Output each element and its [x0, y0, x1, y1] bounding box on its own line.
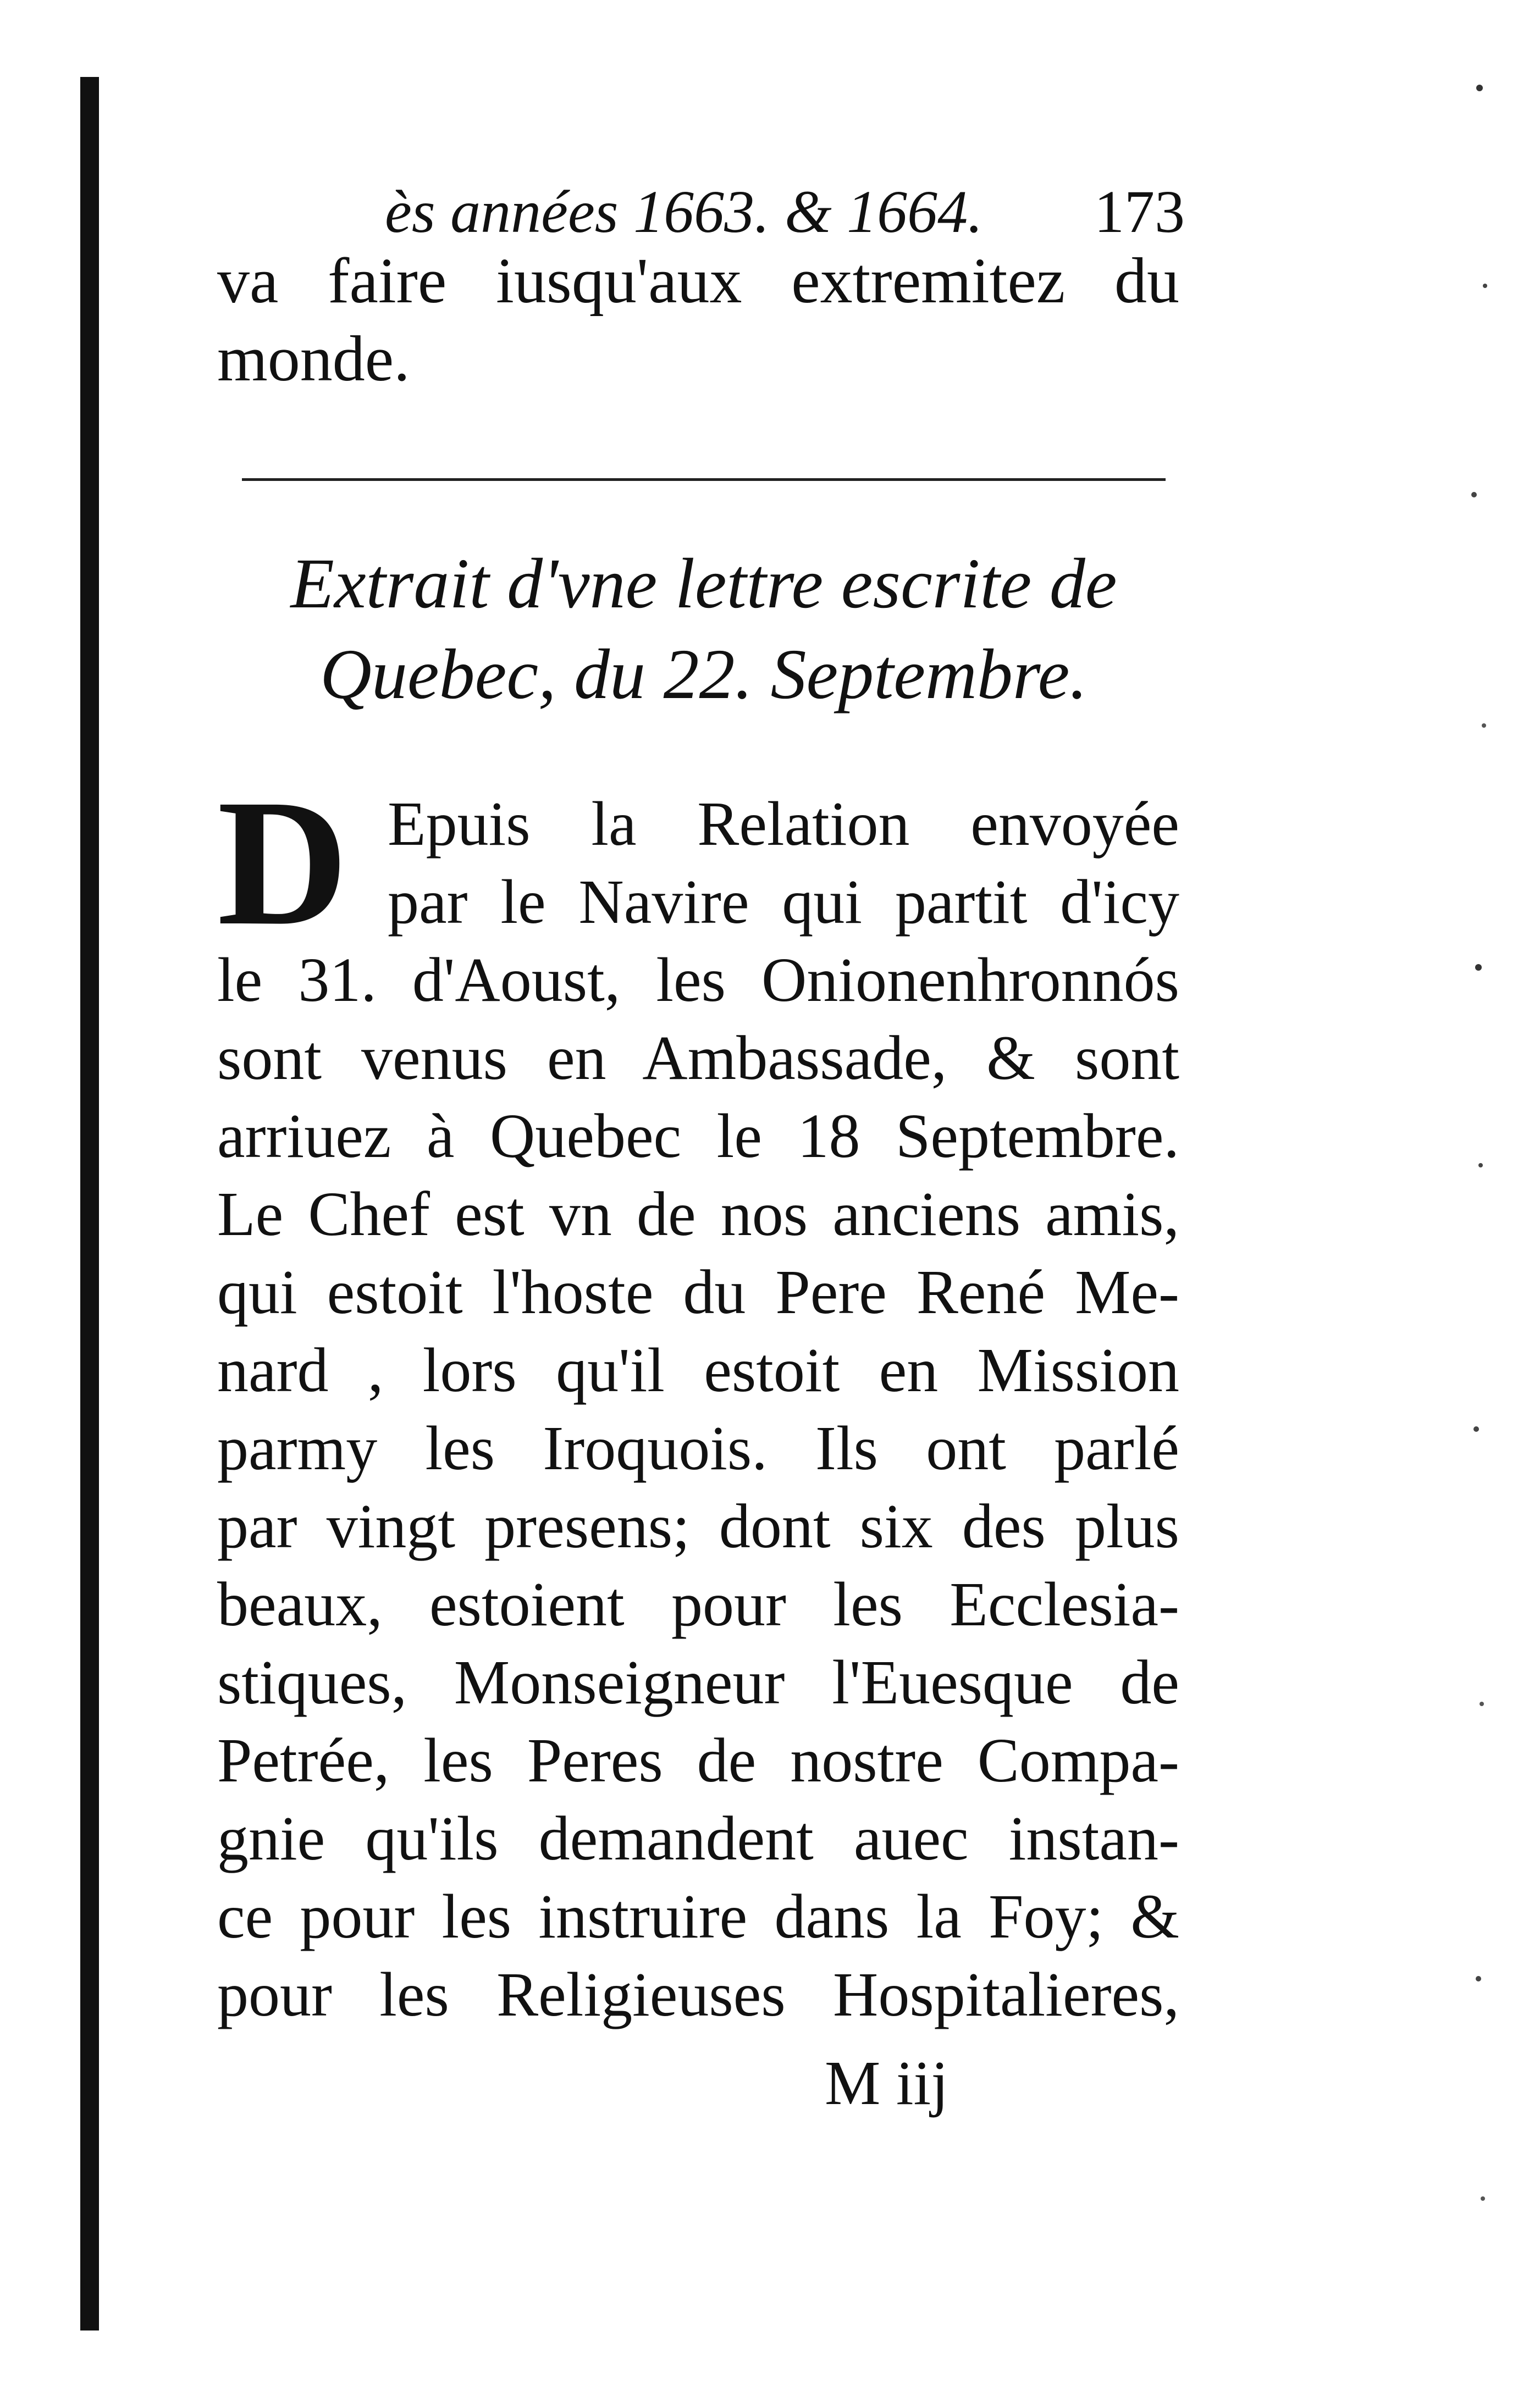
heading-line: Extrait d'vne lettre escrite de: [290, 544, 1117, 623]
text-line: Epuis la Relation envoyée: [388, 789, 1179, 859]
signature-mark: M iij: [825, 2048, 948, 2118]
text-line: ce pour les instruire dans la Foy; &: [217, 1881, 1179, 1951]
section-heading: [231, 539, 1177, 720]
text-line: le 31. d'Aoust, les Onionenhronnós: [217, 945, 1179, 1015]
text-line: sont venus en Ambassade, & sont: [217, 1023, 1179, 1093]
text-line: beaux, estoient pour les Ecclesia-: [217, 1569, 1179, 1639]
text-line: par vingt presens; dont six des plus: [217, 1491, 1179, 1561]
binding-edge-shadow: [80, 77, 99, 2330]
text-line: monde.: [217, 323, 410, 395]
margin-specks-decoration: [1419, 0, 1540, 2408]
text-line: gnie qu'ils demandent auec instan-: [217, 1803, 1179, 1873]
running-head: [385, 170, 1210, 253]
text-line: nard , lors qu'il estoit en Mission: [217, 1335, 1179, 1405]
running-head-title: ès années 1663. & 1664.: [385, 178, 983, 245]
text-line: Petrée, les Peres de nostre Compa-: [217, 1725, 1179, 1795]
body-paragraph: [217, 786, 1179, 2035]
text-line: va faire iusqu'aux extremitez du: [217, 245, 1179, 317]
drop-cap-letter: D: [217, 762, 349, 963]
carryover-paragraph: [217, 242, 1179, 398]
text-line: pour les Religieuses Hospitalieres,: [217, 1959, 1179, 2029]
section-divider-rule: [242, 478, 1166, 481]
page-number: 173: [1094, 178, 1185, 245]
text-line: stiques, Monseigneur l'Euesque de: [217, 1647, 1179, 1717]
heading-line: Quebec, du 22. Septembre.: [320, 635, 1088, 714]
text-line: parmy les Iroquois. Ils ont parlé: [217, 1413, 1179, 1483]
text-line: Le Chef est vn de nos anciens amis,: [217, 1179, 1179, 1249]
text-line: qui estoit l'hoste du Pere René Me-: [217, 1257, 1179, 1327]
text-line: par le Navire qui partit d'icy: [388, 867, 1179, 937]
text-line: arriuez à Quebec le 18 Septembre.: [217, 1101, 1179, 1171]
